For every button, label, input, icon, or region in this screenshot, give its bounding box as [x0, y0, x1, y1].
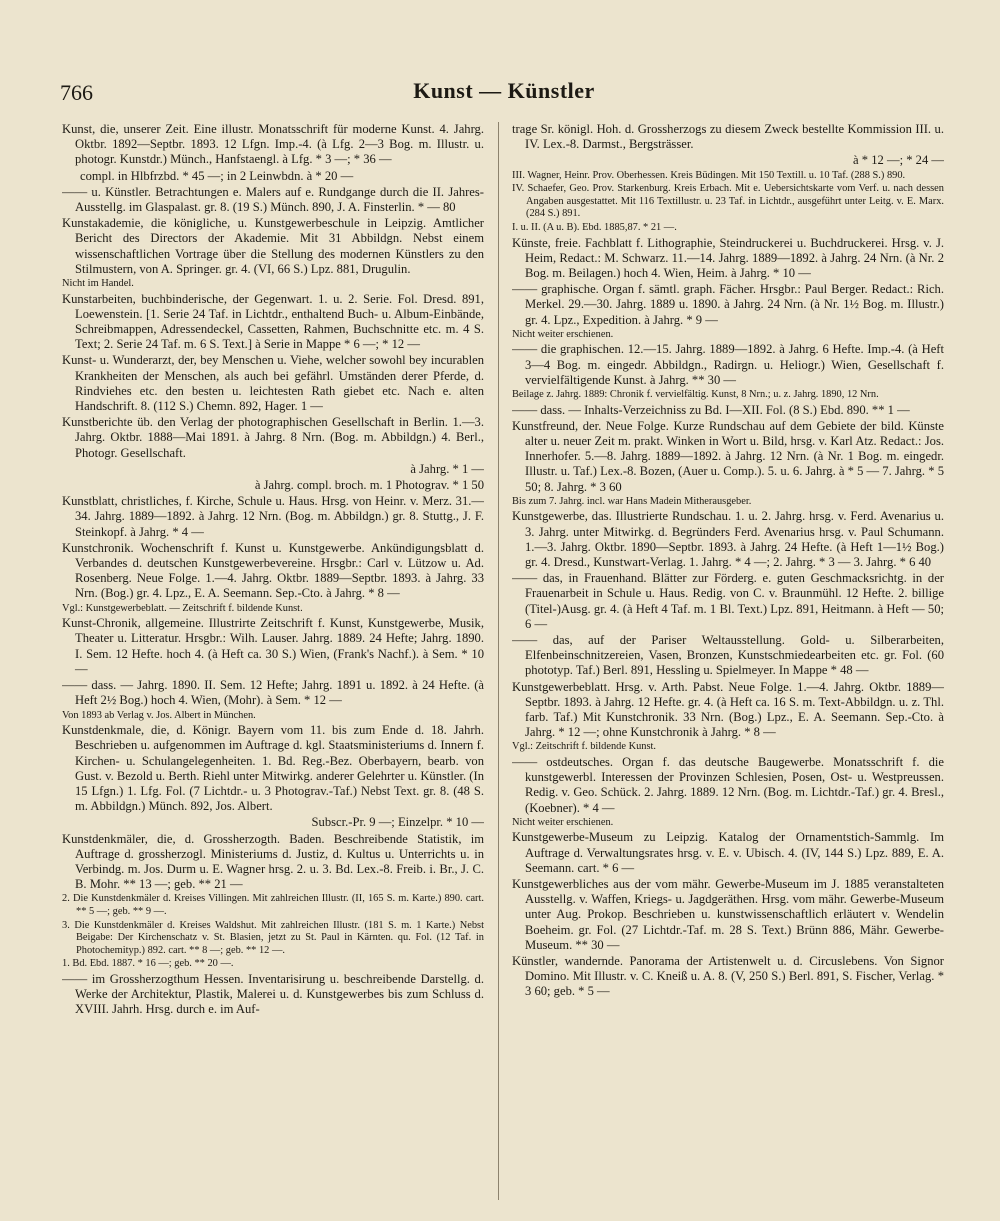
catalog-entry: à * 12 —; * 24 — [853, 153, 944, 168]
catalog-entry: —— ostdeutsches. Organ f. das deutsche Baugewerbe. Monatsschrift f. die kunstgewerbl. Interessen der Provinzen Schlesien, Posen, Ost- u. Westpreussen. Redig. v. Geo. Schück. 2. Jahrg. 1889. 12 Nrn. (Bog. m. Lichtdr.-Taf.) gr. 4. Bresl., (Koebner). * 4 — [512, 755, 944, 815]
catalog-entry: —— im Grossherzogthum Hessen. Inventarisirung u. beschreibende Darstellg. d. Werke der Architektur, Plastik, Malerei u. d. Kunstgewerbes bis zum Schluss d. XVIII. Jahrh. Hrsg. durch e. im Auf- [62, 971, 484, 1017]
catalog-entry: 2. Die Kunstdenkmäler d. Kreises Villingen. Mit zahlreichen Illustr. (II, 165 S. m. Karte.) 890. cart. ** 5 —; geb. ** 9 —. [62, 893, 484, 917]
catalog-entry: Von 1893 ab Verlag v. Jos. Albert in München. [62, 709, 256, 721]
catalog-entry: Kunstdenkmäler, die, d. Grossherzogth. Baden. Beschreibende Statistik, im Auftrage d. grossherzogl. Ministeriums d. Justiz, d. Kultus u. Unterrichts u. in Verbindg. m. Jos. Durm u. E. Wagner hrsg. 2. u. 3. Bd. Lex.-8. Freib. i. Br., J. C. B. Mohr. ** 13 —; geb. ** 21 — [62, 831, 484, 892]
catalog-entry: à Jahrg. * 1 — [410, 461, 484, 476]
catalog-entry: IV. Schaefer, Geo. Prov. Starkenburg. Kreis Erbach. Mit e. Uebersichtskarte vom Verf. u. nach dessen Angaben ausgestattet. Mit 116 Textillustr. u. 23 Taf. in Lichtdr., ausgeführt unter Leitg. v. E. Marx. (284 S.) 891. [512, 183, 944, 220]
catalog-entry: —— das, in Frauenhand. Blätter zur Förderg. e. guten Geschmacksrichtg. in der Frauenarbeit in Schule u. Haus. Redig. von C. v. Braunmühl. 12 Hefte. 2. billige (Titel-)Ausg. gr. 4. (à Heft 4 Taf. m. 1 Bl. Text.) Lpz. 891, Heitmann. à Heft — 50; 6 — [512, 571, 944, 631]
catalog-entry: Bis zum 7. Jahrg. incl. war Hans Madein Mitherausgeber. [512, 495, 752, 507]
catalog-entry: Nicht im Handel. [62, 278, 134, 290]
catalog-entry: —— die graphischen. 12.—15. Jahrg. 1889—1892. à Jahrg. 6 Hefte. Imp.-4. (à Heft 3—4 Bog. m. eingedr. Abbildgn., Radirgn. u. Heliogr.) Wien, Gesellschaft f. vervielfältigende Kunst. à Jahrg. ** 30 — [512, 342, 944, 387]
catalog-entry: compl. in Hlbfrzbd. * 45 —; in 2 Leinwbdn. à * 20 — [80, 168, 354, 183]
catalog-entry: Kunstdenkmale, die, d. Königr. Bayern vom 11. bis zum Ende d. 18. Jahrh. Beschrieben u. aufgenommen im Auftrage d. kgl. Staatsministeriums d. Innern f. Kirchen- u. Schulangelegenheiten. 1. Bd. Reg.-Bez. Oberbayern, bearb. von Gust. v. Bezold u. Berth. Riehl unter Mitwirkg. anderer Gelehrter u. Künstler. (In 15 Lfgn.) 1. Lfg. Fol. (7 Lichtdr.- u. 3 Photograv.-Taf.) Nebst Text. gr. 8. (48 S. m. Abbildgn.) Münch. 892, Jos. Albert. [62, 723, 484, 814]
right-column [512, 122, 944, 1001]
column-divider [498, 122, 499, 1200]
catalog-entry: Beilage z. Jahrg. 1889: Chronik f. vervielfältig. Kunst, 8 Nrn.; u. z. Jahrg. 1890, 12 Nrn. [512, 389, 879, 400]
running-head: Kunst — Künstler [413, 78, 595, 103]
catalog-entry: Vgl.: Zeitschrift f. bildende Kunst. [512, 741, 656, 753]
left-column [62, 122, 484, 1019]
catalog-entry: —— graphische. Organ f. sämtl. graph. Fächer. Hrsgbr.: Paul Berger. Redact.: Rich. Merkel. 29.—30. Jahrg. 1889 u. 1890. à Jahrg. 24 Nrn. (à Nr. 1½ Bog. m. Illustr.) gr. 4. Lpz., Expedition. à Jahrg. * 9 — [512, 282, 944, 327]
catalog-entry: Kunstakademie, die königliche, u. Kunstgewerbeschule in Leipzig. Amtlicher Bericht des Directors der Akademie. Mit 31 Abbildgn. Nebst einem wissenschaftlichen Vortrage über die Stellung des modernen Künstlers zu den Stilmustern, von A. Springer. gr. 4. (VI, 66 S.) Lpz. 881, Drugulin. [62, 216, 484, 276]
catalog-entry: —— dass. — Inhalts-Verzeichniss zu Bd. I—XII. Fol. (8 S.) Ebd. 890. ** 1 — [512, 402, 910, 417]
page-number: 766 [60, 80, 93, 105]
catalog-entry: Künstler, wandernde. Panorama der Artistenwelt u. d. Circuslebens. Von Signor Domino. Mit Illustr. v. C. Kneiß u. A. 8. (V, 250 S.) Berl. 891, S. Fischer, Verlag. * 3 60; geb. * 5 — [512, 954, 944, 999]
catalog-entry: Subscr.-Pr. 9 —; Einzelpr. * 10 — [311, 815, 484, 830]
catalog-entry: 3. Die Kunstdenkmäler d. Kreises Waldshut. Mit zahlreichen Illustr. (181 S. m. 1 Karte.) Nebst Beigabe: Der Kirchenschatz v. St. Blasien, jetzt zu St. Paul in Kärnten. qu. Fol. (12 Taf. in Photochemityp.) 892. cart. ** 8 —; geb. ** 12 —. [62, 919, 484, 956]
catalog-entry: à Jahrg. compl. broch. m. 1 Photograv. * 1 50 [254, 478, 484, 493]
catalog-entry: Kunst- u. Wunderarzt, der, bey Menschen u. Viehe, welcher sowohl bey incurablen Krankheiten der Menschen, als auch bei gefährl. Umständen derer Pferde, d. Rindviehes etc. den besten u. leichtesten Rath giebet etc. Nach e. alten Handschrift. 8. (112 S.) Chemn. 892, Hager. 1 — [62, 353, 484, 414]
catalog-entry: —— u. Künstler. Betrachtungen e. Malers auf e. Rundgange durch die II. Jahres-Ausstellg. im Glaspalast. gr. 8. (19 S.) Münch. 890, J. A. Finsterlin. * — 80 [62, 184, 484, 215]
catalog-entry: —— dass. — Jahrg. 1890. II. Sem. 12 Hefte; Jahrg. 1891 u. 1892. à 24 Hefte. (à Heft 2½ Bog.) hoch 4. Wien, (Mohr). à Sem. * 12 — [62, 678, 484, 708]
catalog-entry: Kunstblatt, christliches, f. Kirche, Schule u. Haus. Hrsg. von Heinr. v. Merz. 31.—34. Jahrg. 1889—1892. à Jahrg. 12 Nrn. (Bog. m. Abbildgn.) gr. 8. Stuttg., J. F. Steinkopf. à Jahrg. * 4 — [62, 494, 484, 539]
catalog-entry: Kunstgewerbe, das. Illustrierte Rundschau. 1. u. 2. Jahrg. hrsg. v. Ferd. Avenarius u. 3. Jahrg. unter Mitwirkg. d. Begründers Ferd. Avenarius hrsg. v. Paul Schumann. 1.—3. Jahrg. Oktbr. 1890—Septbr. 1893. à Jahrg. 24 Hefte. (à Heft 1—1½ Bog.) gr. 4. Dresd., Kunstwart-Verlag. 1. Jahrg. * 4 —; 2. Jahrg. * 3 — 3. Jahrg. * 6 40 [512, 509, 944, 570]
catalog-entry: Vgl.: Kunstgewerbeblatt. — Zeitschrift f. bildende Kunst. [62, 602, 303, 614]
catalog-entry: Kunstberichte üb. den Verlag der photographischen Gesellschaft in Berlin. 1.—3. Jahrg. Oktbr. 1888—Mai 1891. à Jahrg. 8 Nrn. (Bog. m. Abbildgn.) 4. Berl., Photogr. Gesellschaft. [62, 415, 484, 460]
page-header [60, 68, 948, 108]
catalog-entry: Kunstgewerbliches aus der vom mähr. Gewerbe-Museum im J. 1885 veranstalteten Ausstellg. v. Waffen, Kriegs- u. Jagdgeräthen. Hrsg. vom mähr. Gewerbe-Museum unter Aug. Prokop. Beschrieben u. kunstwissenschaftlich erläutert v. Wendelin Boeheim. gr. Fol. (27 Lichtdr.-Taf. m. 28 S. Text.) Brünn 886, Mähr. Gewerbe-Museum. ** 30 — [512, 877, 944, 952]
catalog-entry: Nicht weiter erschienen. [512, 816, 614, 828]
catalog-entry: Kunstgewerbeblatt. Hrsg. v. Arth. Pabst. Neue Folge. 1.—4. Jahrg. Oktbr. 1889—Septbr. 1893. à Jahrg. 12 Hefte. gr. 4. (à Heft ca. 16 S. m. Text-Abbildgn. u. z. Thl. farb. Taf.) Mit Kunstchronik. 33 Nrn. (Bog.) Lpz., E. A. Seemann. Sep.-Cto. à Jahrg. * 12 —; ohne Kunstchronik à Jahrg. * 8 — [512, 679, 944, 740]
catalog-entry: —— das, auf der Pariser Weltausstellung. Gold- u. Silberarbeiten, Elfenbeinschnitzereien, Vasen, Bronzen, Kunstschmiedearbeiten etc. gr. Fol. (60 phototyp. Taf.) Berl. 891, Hessling u. Spielmeyer. In Mappe * 48 — [512, 633, 944, 678]
catalog-entry: Künste, freie. Fachblatt f. Lithographie, Steindruckerei u. Buchdruckerei. Hrsg. v. J. Heim, Redact.: M. Schwarz. 11.—14. Jahrg. 1889—1892. à Jahrg. 24 Nrn. (à Nr. 2 Bog. m. Beilagen.) hoch 4. Wien, Heim. à Jahrg. * 10 — [512, 235, 944, 280]
catalog-entry: 1. Bd. Ebd. 1887. * 16 —; geb. ** 20 —. [62, 958, 234, 970]
catalog-entry: Kunstchronik. Wochenschrift f. Kunst u. Kunstgewerbe. Ankündigungsblatt d. Verbandes d. deutschen Kunstgewerbevereine. Hrsgbr.: Carl v. Lützow u. Ad. Rosenberg. Neue Folge. 1.—4. Jahrg. Oktbr. 1889—Septbr. 1893. à Jahrg. 33 Nrn. (Bog.) gr. 4. Lpz., E. A. Seemann. Sep.-Cto. à Jahrg. * 8 — [62, 540, 484, 601]
catalog-entry: Nicht weiter erschienen. [512, 328, 614, 340]
catalog-entry: I. u. II. (A u. B). Ebd. 1885,87. * 21 —. [512, 221, 677, 233]
catalog-entry: Kunst-Chronik, allgemeine. Illustrirte Zeitschrift f. Kunst, Kunstgewerbe, Musik, Theater u. Litteratur. Hrsgbr.: Wilh. Lauser. Jahrg. 1889. 24 Hefte; Jahrg. 1890. I. Sem. 12 Hefte. hoch 4. (à Heft ca. 30 S.) Wien, (Frank's Nachf.). à Sem. * 10 — [62, 616, 484, 676]
catalog-entry: Kunstfreund, der. Neue Folge. Kurze Rundschau auf dem Gebiete der bild. Künste alter u. neuer Zeit m. prakt. Winken in Wort u. Bild, hrsg. v. Karl Atz. Redact.: Jos. Innerhofer. 5.—8. Jahrg. 1889—1892. à Jahrg. 12 Nrn. (à Nr. 1 Bog. m. eingedr. Illustr. u. Taf.) Lex.-8. Bozen, (Auer u. Comp.). 5. u. 6. Jahrg. à * 5 — 7. Jahrg. * 5 50; 8. Jahrg. * 3 60 [512, 418, 944, 494]
catalog-entry: Kunst, die, unserer Zeit. Eine illustr. Monatsschrift für moderne Kunst. 4. Jahrg. Oktbr. 1892—Septbr. 1893. 12 Lfgn. Imp.-4. (à Lfg. 2—3 Bog. m. Illustr. u. photogr. Kunstdr.) Münch., Hanfstaengl. à Lfg. * 3 —; * 36 — [62, 122, 484, 167]
catalog-entry: Kunstarbeiten, buchbinderische, der Gegenwart. 1. u. 2. Serie. Fol. Dresd. 891, Loewenstein. [1. Serie 24 Taf. in Lichtdr., enthaltend Buch- u. Album-Einbände, Schreibmappen, Adressendeckel, Cassetten, Rahmen, Buchschnitte etc. m. 4 S. Text; 2. Serie 24 Taf. m. 6 S. Text.] à Serie in Mappe * 6 —; * 12 — [62, 291, 484, 352]
catalog-entry: Kunstgewerbe-Museum zu Leipzig. Katalog der Ornamentstich-Sammlg. Im Auftrage d. Verwaltungsrates hrsg. v. E. v. Ubisch. 4. (IV, 144 S.) Lpz. 889, E. A. Seemann. cart. * 6 — [512, 830, 944, 875]
catalog-entry: trage Sr. königl. Hoh. d. Grossherzogs zu diesem Zweck bestellte Kommission III. u. IV. Lex.-8. Darmst., Bergsträsser. [512, 122, 944, 152]
catalog-entry: III. Wagner, Heinr. Prov. Oberhessen. Kreis Büdingen. Mit 150 Textill. u. 10 Taf. (288 S.) 890. [512, 169, 906, 181]
